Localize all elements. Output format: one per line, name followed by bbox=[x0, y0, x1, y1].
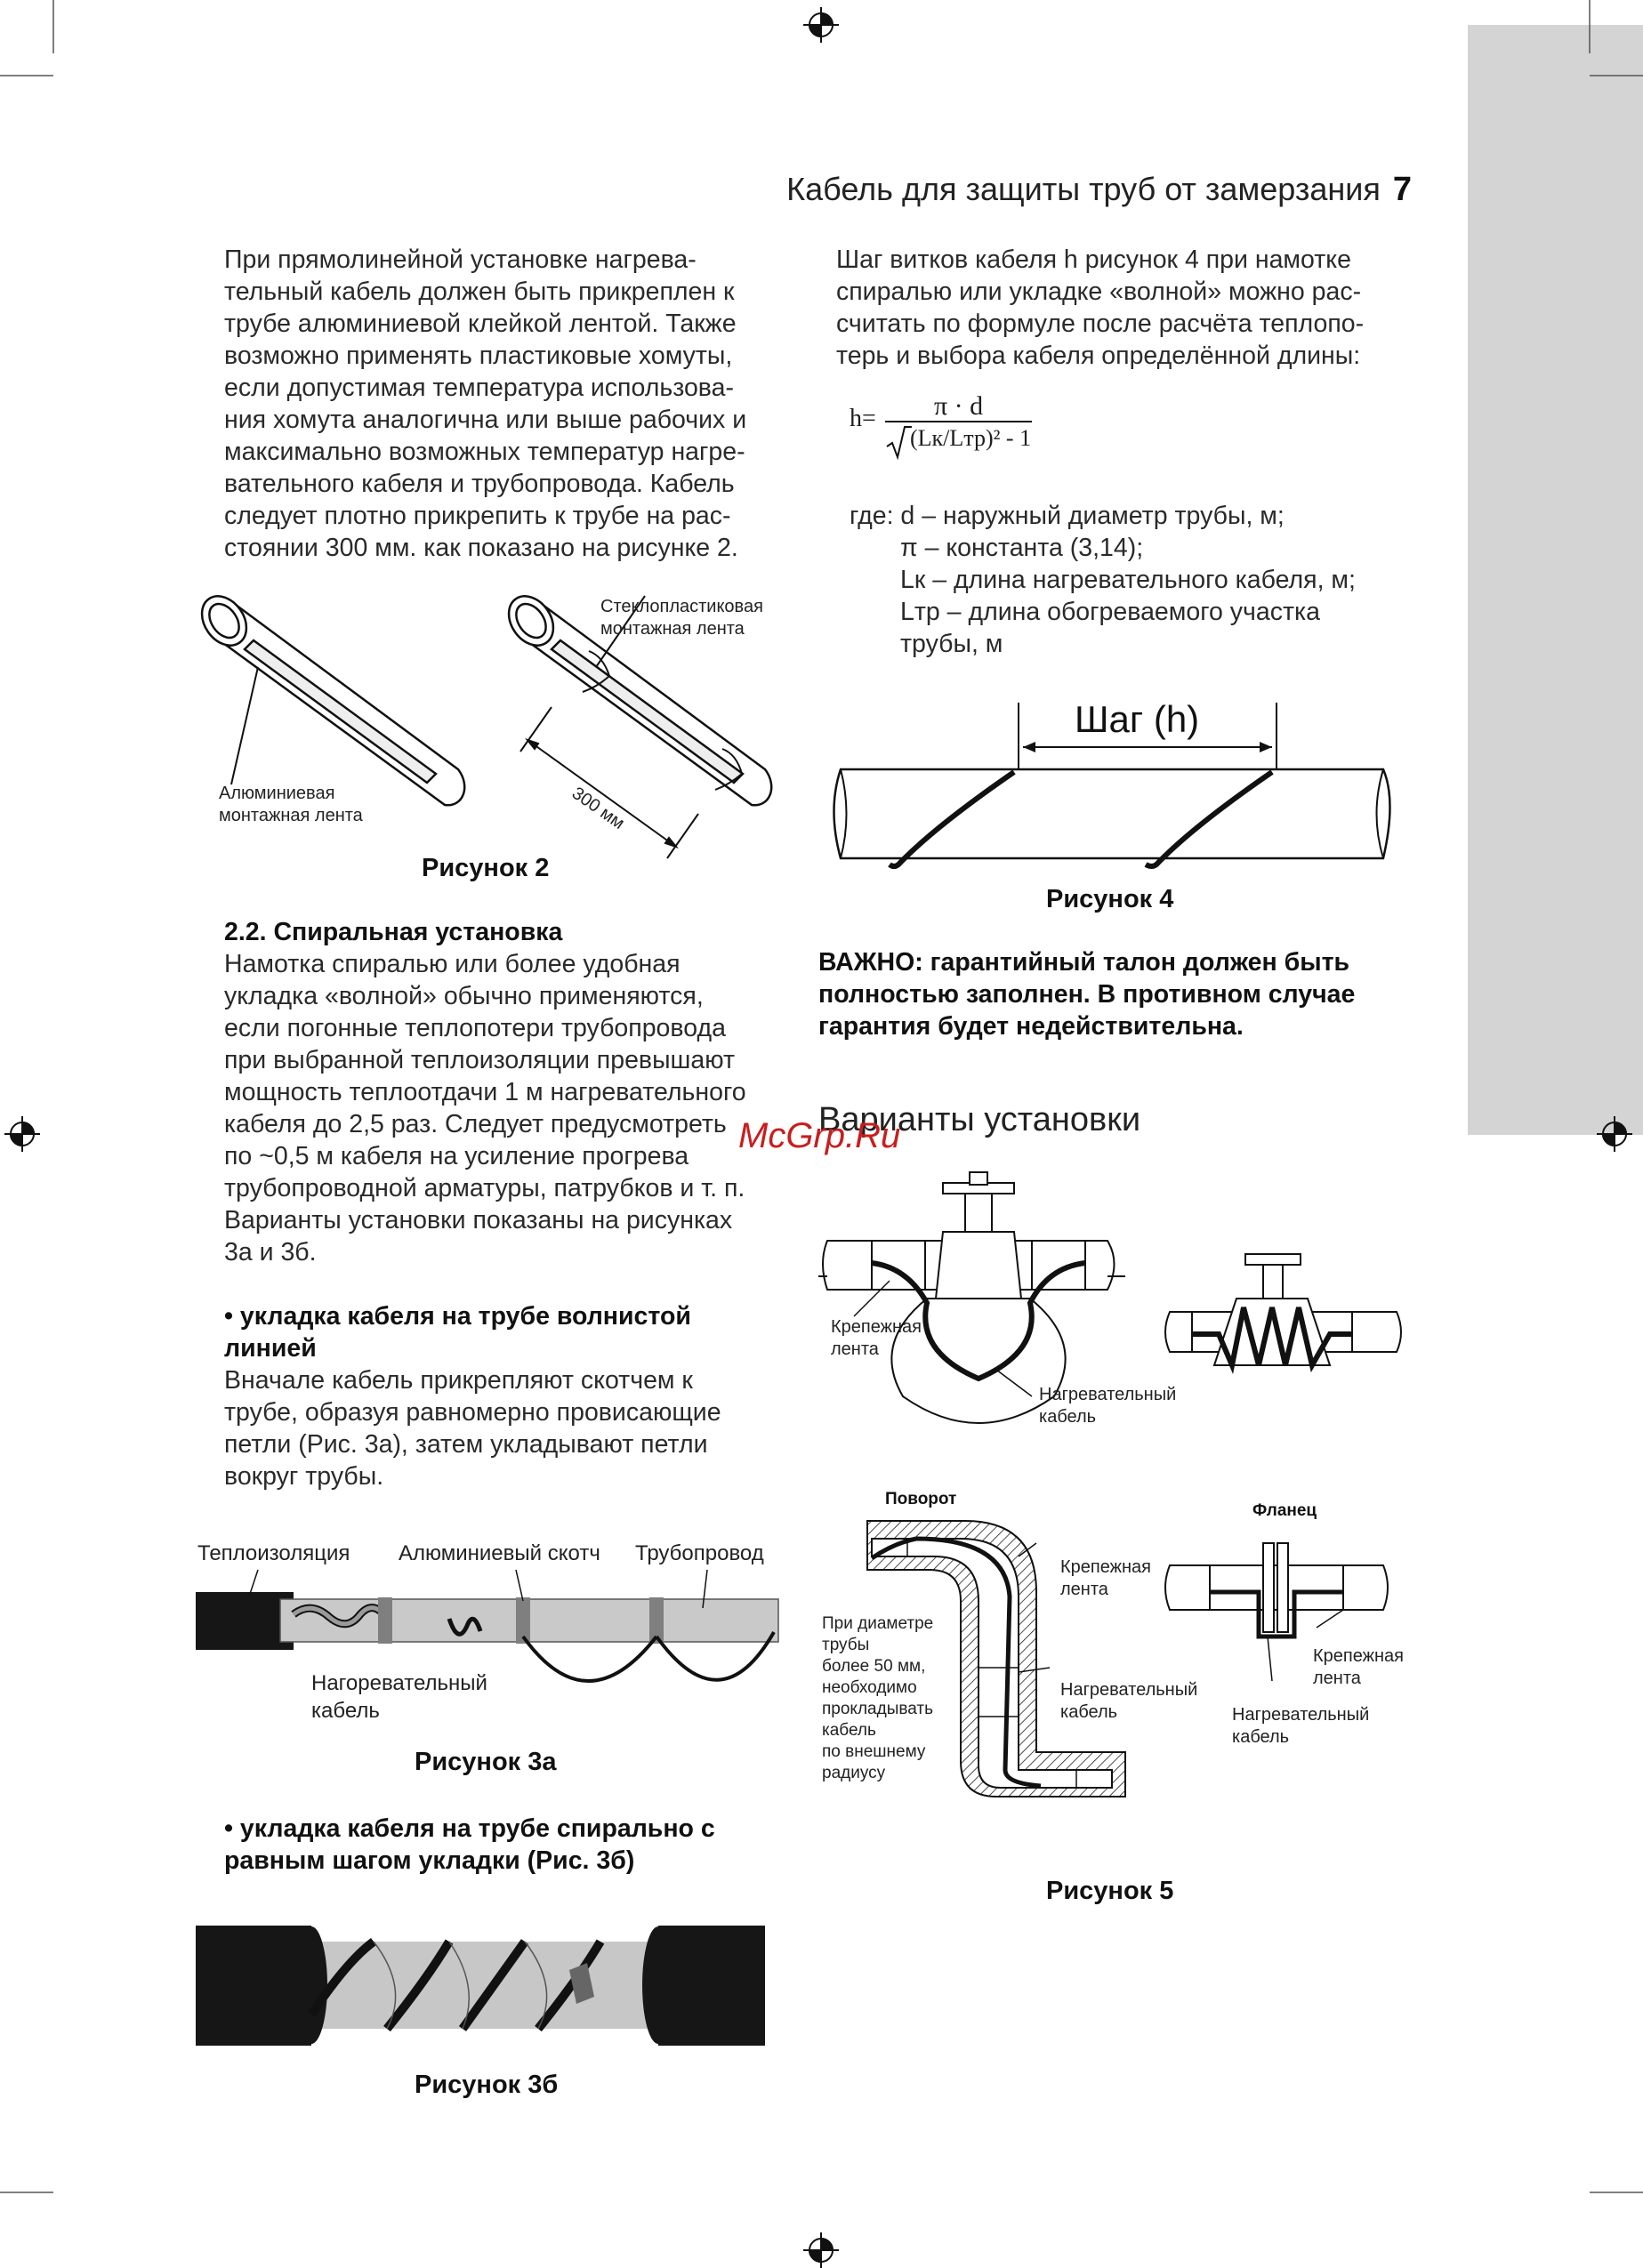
intro-paragraph: При прямолинейной установке нагрева- тельный кабель должен быть прикреплен к трубе алюминиевой клейкой лентой. Также возможно применять пластиковые хомуты, если допустимая температура использова- ния хомута аналогична или выше рабочих и максимально возможных температур нагре- вательного кабеля и трубопровода. Кабель следует плотно прикрепить к трубе на рас- стоянии 300 мм. как показано на рисунке 2. bbox=[224, 245, 747, 562]
formula-numerator: π · d bbox=[934, 391, 984, 421]
fig5-valve-cable-label: Нагревательный кабель bbox=[1039, 1385, 1177, 1427]
where-line-1: где: d – наружный диаметр трубы, м; bbox=[850, 502, 1285, 530]
figure-3a-drawing bbox=[196, 1565, 783, 1725]
section-paragraph: Намотка спиралью или более удобная укладка «волной» обычно применяются, если погонные теплопотери трубопровода при выбранной теплоизоляции превышают мощность теплоотдачи 1 м нагревательного кабеля до 2,5 раз. Следует предусмотреть по ~0,5 м кабеля на усиление прогрева трубопроводной арматуры, патрубков и т. п. Варианты установки показаны на рисунках 3а и 3б. bbox=[224, 950, 746, 1267]
where-line-3: Lк – длина нагревательного кабеля, м; bbox=[900, 566, 1356, 594]
fig3a-label-insulation: Теплоизоляция bbox=[197, 1541, 350, 1565]
fig5-flange-cable-label: Нагревательный кабель bbox=[1232, 1705, 1370, 1747]
formula-sqrt-sign bbox=[885, 425, 912, 461]
bullet2-title: • укладка кабеля на трубе спирально с равным шагом укладки (Рис. 3б) bbox=[224, 1814, 715, 1875]
fig5-note: При диаметре трубы более 50 мм, необходимо прокладывать кабель по внешнему радиусу bbox=[822, 1614, 934, 1782]
fig3a-label-pipeline: Трубопровод bbox=[635, 1541, 764, 1565]
formula-denominator: (Lк/Lтр)² - 1 bbox=[910, 425, 1032, 451]
figure-3b-drawing bbox=[196, 1926, 783, 2050]
fig5-turn-title: Поворот bbox=[885, 1490, 957, 1508]
registration-mark-top bbox=[803, 7, 839, 43]
fig2-label-alu-tape: Алюминиевая монтажная лента bbox=[219, 784, 363, 825]
fig5-valve-tape-label: Крепежная лента bbox=[831, 1317, 922, 1359]
watermark: McGrp.Ru bbox=[738, 1116, 901, 1155]
formula-lhs: h= bbox=[850, 405, 876, 432]
fig2-dimension-label: 300 мм bbox=[568, 783, 628, 833]
fig3a-label-alu-scotch: Алюминиевый скотч bbox=[399, 1541, 600, 1565]
important-notice: ВАЖНО: гарантийный талон должен быть полностью заполнен. В противном случае гарантия будет недействительна. bbox=[818, 948, 1356, 1041]
header-title: Кабель для защиты труб от замерзания bbox=[786, 171, 1381, 207]
bullet1-paragraph: Вначале кабель прикрепляют скотчем к трубе, образуя равномерно провисающие петли (Рис. 3а), затем укладывают петли вокруг трубы. bbox=[224, 1366, 721, 1491]
registration-mark-right bbox=[1597, 1116, 1632, 1152]
formula-fraction-bar bbox=[885, 421, 1032, 422]
fig5-flange-tape-label: Крепежная лента bbox=[1313, 1646, 1405, 1688]
bullet1-title: • укладка кабеля на трубе волнистой линией bbox=[224, 1302, 691, 1363]
fig3b-caption: Рисунок 3б bbox=[415, 2071, 559, 2099]
fig5-caption: Рисунок 5 bbox=[1046, 1877, 1174, 1905]
fig4-caption: Рисунок 4 bbox=[1046, 885, 1174, 913]
variants-title: Варианты установки bbox=[818, 1101, 1141, 1138]
fig5-flange-title: Фланец bbox=[1252, 1501, 1317, 1520]
fig5-turn-tape-label: Крепежная лента bbox=[1060, 1557, 1152, 1599]
where-line-4: Lтр – длина обогреваемого участка bbox=[900, 598, 1320, 626]
fig3a-label-cable: Нагоревательный кабель bbox=[311, 1671, 487, 1723]
section-title: 2.2. Спиральная установка bbox=[224, 918, 563, 946]
fig3a-caption: Рисунок 3а bbox=[415, 1748, 557, 1776]
registration-mark-left bbox=[4, 1116, 40, 1152]
fig4-step-label: Шаг (h) bbox=[1075, 698, 1200, 740]
fig5-turn-cable-label: Нагревательный кабель bbox=[1060, 1680, 1198, 1722]
page-header bbox=[786, 171, 1412, 209]
where-line-5: трубы, м bbox=[900, 630, 1003, 658]
page-number: 7 bbox=[1392, 171, 1412, 208]
step-paragraph: Шаг витков кабеля h рисунок 4 при намотке спиралью или укладке «волной» можно рас- считать по формуле после расчёта теплопо- терь и выбора кабеля определённой длины: bbox=[836, 245, 1365, 370]
fig2-label-glass-tape: Стеклопластиковая монтажная лента bbox=[600, 597, 763, 639]
registration-mark-bottom bbox=[803, 2232, 839, 2268]
where-line-2: π – константа (3,14); bbox=[900, 534, 1144, 562]
fig2-caption: Рисунок 2 bbox=[422, 854, 550, 882]
